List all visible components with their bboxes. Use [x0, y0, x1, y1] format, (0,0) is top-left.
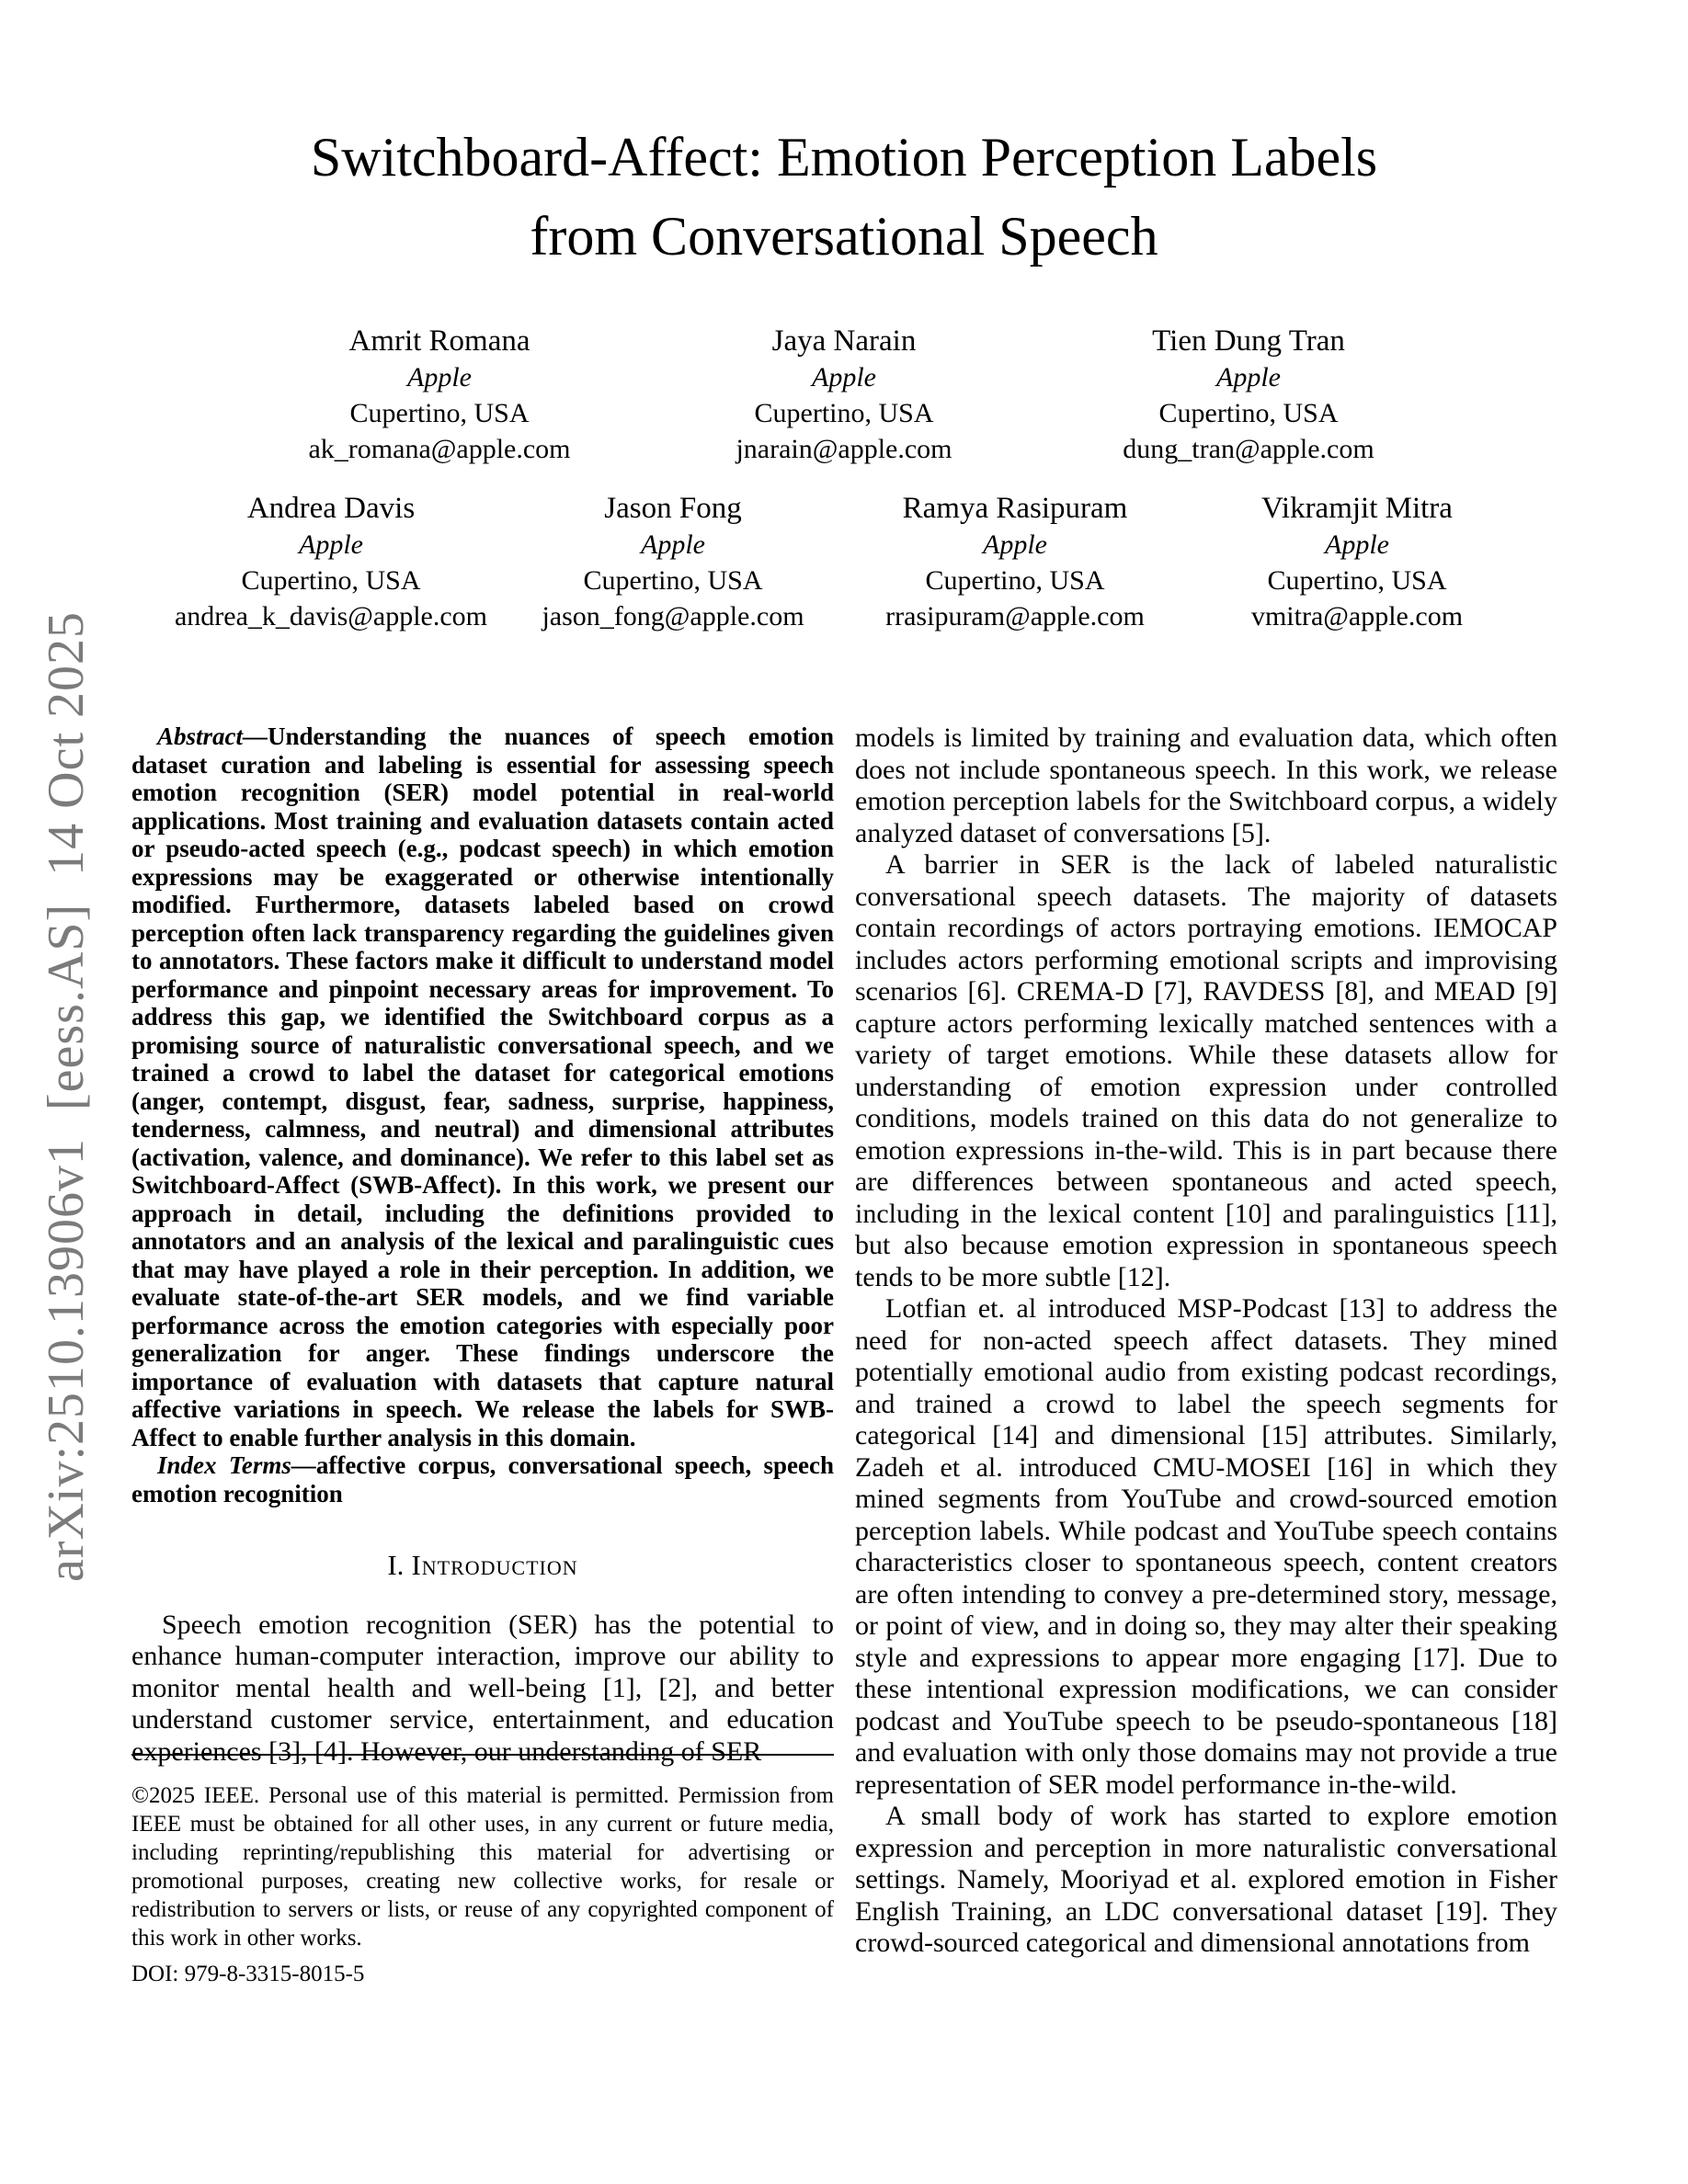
index-terms-label: Index Terms— — [157, 1451, 316, 1479]
index-terms-text: affective corpus, conversational speech, speech emotion recognition — [131, 1451, 834, 1507]
footnote-rule — [131, 1754, 834, 1756]
author-name: Vikramjit Mitra — [1261, 492, 1453, 525]
doi-text: DOI: 979-8-3315-8015-5 — [131, 1962, 365, 1986]
author-location: Cupertino, USA — [241, 565, 421, 596]
author-email: andrea_k_davis@apple.com — [174, 601, 487, 631]
author-affiliation: Apple — [1216, 362, 1281, 392]
author-email: jnarain@apple.com — [736, 434, 952, 464]
author-card — [844, 491, 1186, 634]
author-name: Andrea Davis — [246, 492, 416, 525]
author-affiliation: Apple — [299, 529, 363, 560]
section-heading-introduction — [131, 1550, 834, 1582]
index-terms — [131, 1451, 834, 1507]
author-affiliation: Apple — [1325, 529, 1389, 560]
authors-row-2 — [0, 491, 1688, 634]
body-paragraph: models is limited by training and evaluation data, which often does not include spontaneous speech. In this work, we release emotion perception labels for the Switchboard corpus, a widely analyzed dataset of conversations [5]. — [855, 722, 1557, 848]
author-name: Jaya Narain — [771, 324, 917, 358]
author-name: Ramya Rasipuram — [902, 492, 1128, 525]
author-name: Tien Dung Tran — [1152, 324, 1345, 358]
abstract-label: Abstract— — [157, 722, 268, 750]
left-column — [131, 722, 834, 1768]
intro-paragraph: Speech emotion recognition (SER) has the potential to enhance human-computer interaction, improve our ability to monitor mental health and well-being [1], [2], and better understand customer service, entertainment, and education experiences [3], [4]. However, our understanding of SER — [131, 1609, 834, 1767]
author-card — [1046, 324, 1451, 467]
author-location: Cupertino, USA — [349, 398, 530, 428]
arxiv-watermark: arXiv:2510.13906v1 [eess.AS] 14 Oct 2025 — [38, 610, 95, 1583]
author-email: vmitra@apple.com — [1250, 601, 1464, 631]
author-location: Cupertino, USA — [1267, 565, 1447, 596]
author-email: ak_romana@apple.com — [308, 434, 571, 464]
author-location: Cupertino, USA — [754, 398, 934, 428]
author-card — [237, 324, 642, 467]
author-card — [160, 491, 502, 634]
author-email: jason_fong@apple.com — [542, 601, 804, 631]
author-card — [642, 324, 1046, 467]
body-paragraph: A barrier in SER is the lack of labeled naturalistic conversational speech datasets. The majority of datasets contain recordings of actors portraying emotions. IEMOCAP includes actors performing emotional scripts and improvising scenarios [6]. CREMA-D [7], RAVDESS [8], and MEAD [9] capture actors performing lexically matched sentences with a variety of target emotions. While these datasets allow for understanding of emotion expression under controlled conditions, models trained on this data do not generalize to emotion expressions in-the-wild. This is in part because there are differences between spontaneous and acted speech, including in the lexical content [10] and paralinguistics [11], but also because emotion expression in spontaneous speech tends to be more subtle [12]. — [855, 849, 1557, 1292]
right-column — [855, 722, 1557, 1960]
author-location: Cupertino, USA — [925, 565, 1105, 596]
author-affiliation: Apple — [812, 362, 876, 392]
author-card — [1186, 491, 1528, 634]
author-affiliation: Apple — [983, 529, 1047, 560]
abstract — [131, 722, 834, 1451]
body-paragraph: Lotfian et. al introduced MSP-Podcast [13] to address the need for non-acted speech affect datasets. They mined potentially emotional audio from existing podcast recordings, and trained a crowd to label the speech segments for categorical [14] and dimensional [15] attributes. Similarly, Zadeh et al. introduced CMU-MOSEI [16] in which they mined segments from YouTube and crowd-sourced emotion perception labels. While podcast and YouTube speech contains characteristics closer to spontaneous speech, content creators are often intending to convey a pre-determined story, message, or point of view, and in doing so, they may alter their speaking style and expressions to appear more engaging [17]. Due to these intentional expression modifications, we can consider podcast and YouTube speech to be pseudo-spontaneous [18] and evaluation with only those domains may not provide a true representation of SER model performance in-the-wild. — [855, 1293, 1557, 1800]
author-location: Cupertino, USA — [583, 565, 763, 596]
paper-title-line-2: from Conversational Speech — [530, 206, 1158, 267]
section-number: I. — [387, 1549, 405, 1581]
copyright-footnote — [131, 1754, 834, 1988]
copyright-text: ©2025 IEEE. Personal use of this material is permitted. Permission from IEEE must be obtained for all other uses, in any current or future media, including reprinting/republishing this material for advertising or promotional purposes, creating new collective works, for resale or redistribution to servers or lists, or reuse of any copyrighted component of this work in other works. — [131, 1783, 834, 1951]
author-affiliation: Apple — [641, 529, 705, 560]
author-name: Amrit Romana — [348, 324, 530, 358]
authors-row-1 — [0, 324, 1688, 467]
author-location: Cupertino, USA — [1158, 398, 1339, 428]
paper-title — [0, 118, 1688, 276]
author-affiliation: Apple — [407, 362, 472, 392]
section-title: Introduction — [411, 1549, 578, 1581]
author-email: dung_tran@apple.com — [1123, 434, 1374, 464]
author-card — [502, 491, 844, 634]
author-name: Jason Fong — [604, 492, 742, 525]
abstract-text: Understanding the nuances of speech emotion dataset curation and labeling is essential for assessing speech emotion recognition (SER) model potential in real-world applications. Most training and evaluation datasets contain acted or pseudo-acted speech (e.g., podcast speech) in which emotion expressions may be exaggerated or otherwise intentionally modified. Furthermore, datasets labeled based on crowd perception often lack transparency regarding the guidelines given to annotators. These factors make it difficult to understand model performance and pinpoint necessary areas for improvement. To address this gap, we identified the Switchboard corpus as a promising source of naturalistic conversational speech, and we trained a crowd to label the dataset for categorical emotions (anger, contempt, disgust, fear, sadness, surprise, happiness, tenderness, calmness, and neutral) and dimensional attributes (activation, valence, and dominance). We refer to this label set as Switchboard-Affect (SWB-Affect). In this work, we present our approach in detail, including the definitions provided to annotators and an analysis of the lexical and paralinguistic cues that may have played a role in their perception. In addition, we evaluate state-of-the-art SER models, and we find variable performance across the emotion categories with especially poor generalization for anger. These findings underscore the importance of evaluation with datasets that capture natural affective variations in speech. We release the labels for SWB-Affect to enable further analysis in this domain. — [131, 722, 834, 1451]
body-paragraph: A small body of work has started to explore emotion expression and perception in more naturalistic conversational settings. Namely, Mooriyad et al. explored emotion in Fisher English Training, an LDC conversational dataset [19]. They crowd-sourced categorical and dimensional annotations from — [855, 1801, 1557, 1958]
author-email: rrasipuram@apple.com — [885, 601, 1145, 631]
paper-title-line-1: Switchboard-Affect: Emotion Perception Labels — [310, 127, 1378, 188]
